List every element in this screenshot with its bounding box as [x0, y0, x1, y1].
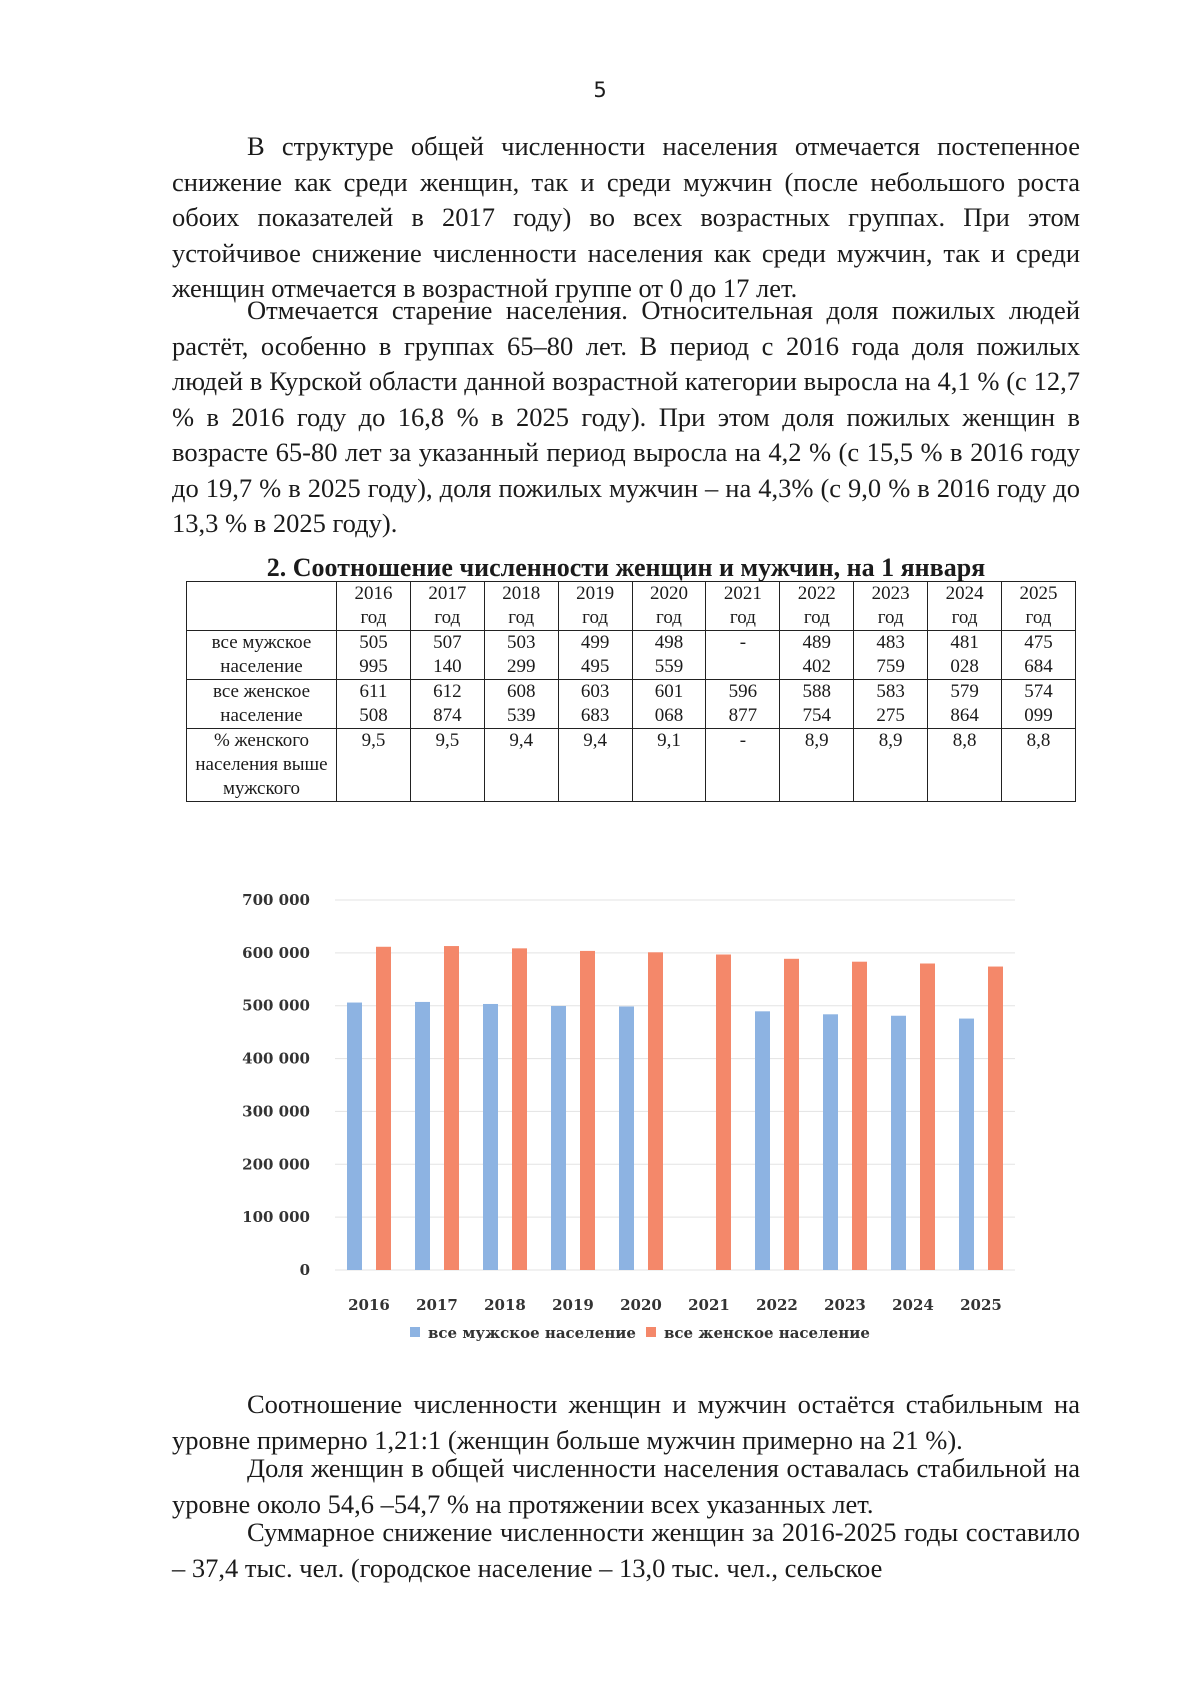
- bar-male-2020: [619, 1006, 634, 1270]
- bar-female-2021: [716, 955, 731, 1270]
- x-tick-label: 2019: [552, 1296, 594, 1314]
- header-2020: 2020 год: [632, 582, 706, 631]
- bar-male-2023: [823, 1014, 838, 1270]
- bar-female-2022: [784, 959, 799, 1270]
- table-cell: -: [706, 729, 780, 802]
- paragraph-female-decline: Суммарное снижение численности женщин за 2016-2025 годы составило – 37,4 тыс. чел. (городское население – 13,0 тыс. чел., сельское: [172, 1517, 1080, 1583]
- bar-female-2017: [444, 946, 459, 1270]
- table-cell: -: [706, 631, 780, 680]
- x-tick-label: 2020: [620, 1296, 662, 1314]
- legend-label-female: все женское население: [664, 1324, 870, 1342]
- table-cell: 608 539: [484, 680, 558, 729]
- table-cell: 489 402: [780, 631, 854, 680]
- table-cell: 596 877: [706, 680, 780, 729]
- legend-label-male: все мужское население: [428, 1324, 636, 1342]
- paragraph-female-share: Доля женщин в общей численности населения оставалась стабильной на уровне около 54,6 –54,7 % на протяжении всех указанных лет.: [172, 1453, 1080, 1519]
- table-cell: 574 099: [1002, 680, 1076, 729]
- table-cell: 8,8: [928, 729, 1002, 802]
- table-cell: 481 028: [928, 631, 1002, 680]
- table-corner-cell: [187, 582, 337, 631]
- bar-male-2016: [347, 1003, 362, 1270]
- header-2021: 2021 год: [706, 582, 780, 631]
- bar-male-2017: [415, 1002, 430, 1270]
- table-cell: 483 759: [854, 631, 928, 680]
- table-row-male: [187, 631, 1076, 680]
- page-number: 5: [593, 78, 607, 102]
- row-label-male: все мужское население: [187, 631, 337, 680]
- table-cell: 505 995: [337, 631, 411, 680]
- table-title: 2. Соотношение численности женщин и мужчин, на 1 января: [266, 553, 986, 582]
- table-cell: 499 495: [558, 631, 632, 680]
- population-bar-chart: [230, 875, 1030, 1355]
- bar-male-2025: [959, 1019, 974, 1270]
- table-cell: 8,9: [854, 729, 928, 802]
- y-tick-label: 100 000: [242, 1208, 310, 1227]
- table-cell: 9,5: [337, 729, 411, 802]
- header-2017: 2017 год: [410, 582, 484, 631]
- y-tick-label: 400 000: [242, 1049, 310, 1068]
- table-cell: 8,9: [780, 729, 854, 802]
- table-cell: 498 559: [632, 631, 706, 680]
- bar-male-2022: [755, 1011, 770, 1270]
- y-tick-label: 300 000: [242, 1102, 310, 1121]
- population-ratio-table: [186, 581, 1076, 802]
- table-cell: 9,5: [410, 729, 484, 802]
- bar-female-2016: [376, 947, 391, 1270]
- bar-male-2024: [891, 1016, 906, 1270]
- header-2025: 2025 год: [1002, 582, 1076, 631]
- x-tick-label: 2017: [416, 1296, 458, 1314]
- table-cell: 603 683: [558, 680, 632, 729]
- paragraph-population-structure: В структуре общей численности населения отмечается постепенное снижение как среди женщин, так и среди мужчин (после небольшого роста обоих показателей в 2017 году) во всех возрастных группах. При этом устойчивое снижение численности населения как среди мужчин, так и среди женщин отмечается в возрастной группе от 0 до 17 лет.: [172, 131, 1080, 303]
- table-cell: 9,4: [484, 729, 558, 802]
- header-2019: 2019 год: [558, 582, 632, 631]
- header-2016: 2016 год: [337, 582, 411, 631]
- header-2024: 2024 год: [928, 582, 1002, 631]
- bar-female-2019: [580, 951, 595, 1270]
- table-cell: 475 684: [1002, 631, 1076, 680]
- table-cell: 583 275: [854, 680, 928, 729]
- bar-male-2018: [483, 1004, 498, 1270]
- y-tick-label: 700 000: [242, 891, 310, 909]
- bar-female-2018: [512, 948, 527, 1270]
- header-2018: 2018 год: [484, 582, 558, 631]
- table-cell: 579 864: [928, 680, 1002, 729]
- x-tick-label: 2023: [824, 1296, 866, 1314]
- row-label-female: все женское население: [187, 680, 337, 729]
- legend-swatch-female: [646, 1327, 656, 1337]
- bar-female-2024: [920, 964, 935, 1270]
- table-cell: 503 299: [484, 631, 558, 680]
- table-row-percent: [187, 729, 1076, 802]
- x-tick-label: 2016: [348, 1296, 390, 1314]
- bar-female-2025: [988, 967, 1003, 1270]
- table-cell: 9,4: [558, 729, 632, 802]
- table-cell: 8,8: [1002, 729, 1076, 802]
- table-cell: 601 068: [632, 680, 706, 729]
- table-cell: 9,1: [632, 729, 706, 802]
- table-cell: 612 874: [410, 680, 484, 729]
- y-tick-label: 600 000: [242, 943, 310, 962]
- row-label-percent: % женского населения выше мужского: [187, 729, 337, 802]
- table-header-row: [187, 582, 1076, 631]
- table-cell: 611 508: [337, 680, 411, 729]
- header-2022: 2022 год: [780, 582, 854, 631]
- x-tick-label: 2022: [756, 1296, 798, 1314]
- paragraph-population-aging: Отмечается старение населения. Относительная доля пожилых людей растёт, особенно в группах 65–80 лет. В период с 2016 года доля пожилых людей в Курской области данной возрастной категории выросла на 4,1 % (с 12,7 % в 2016 году до 16,8 % в 2025 году). При этом доля пожилых женщин в возрасте 65-80 лет за указанный период выросла на 4,2 % (с 15,5 % в 2016 году до 19,7 % в 2025 году), доля пожилых мужчин – на 4,3% (с 9,0 % в 2016 году до 13,3 % в 2025 году).: [172, 295, 1080, 538]
- table-row-female: [187, 680, 1076, 729]
- x-tick-label: 2021: [688, 1296, 730, 1314]
- table-cell: 507 140: [410, 631, 484, 680]
- legend-swatch-male: [410, 1327, 420, 1337]
- y-tick-label: 0: [299, 1261, 310, 1279]
- header-2023: 2023 год: [854, 582, 928, 631]
- paragraph-gender-ratio: Соотношение численности женщин и мужчин остаётся стабильным на уровне примерно 1,21:1 (женщин больше мужчин примерно на 21 %).: [172, 1389, 1080, 1455]
- y-tick-label: 500 000: [242, 996, 310, 1015]
- table-cell: 588 754: [780, 680, 854, 729]
- y-tick-label: 200 000: [242, 1155, 310, 1174]
- bar-female-2023: [852, 962, 867, 1270]
- x-tick-label: 2018: [484, 1296, 526, 1314]
- bar-female-2020: [648, 952, 663, 1270]
- x-tick-label: 2025: [960, 1296, 1002, 1314]
- bar-male-2019: [551, 1006, 566, 1270]
- x-tick-label: 2024: [892, 1296, 934, 1314]
